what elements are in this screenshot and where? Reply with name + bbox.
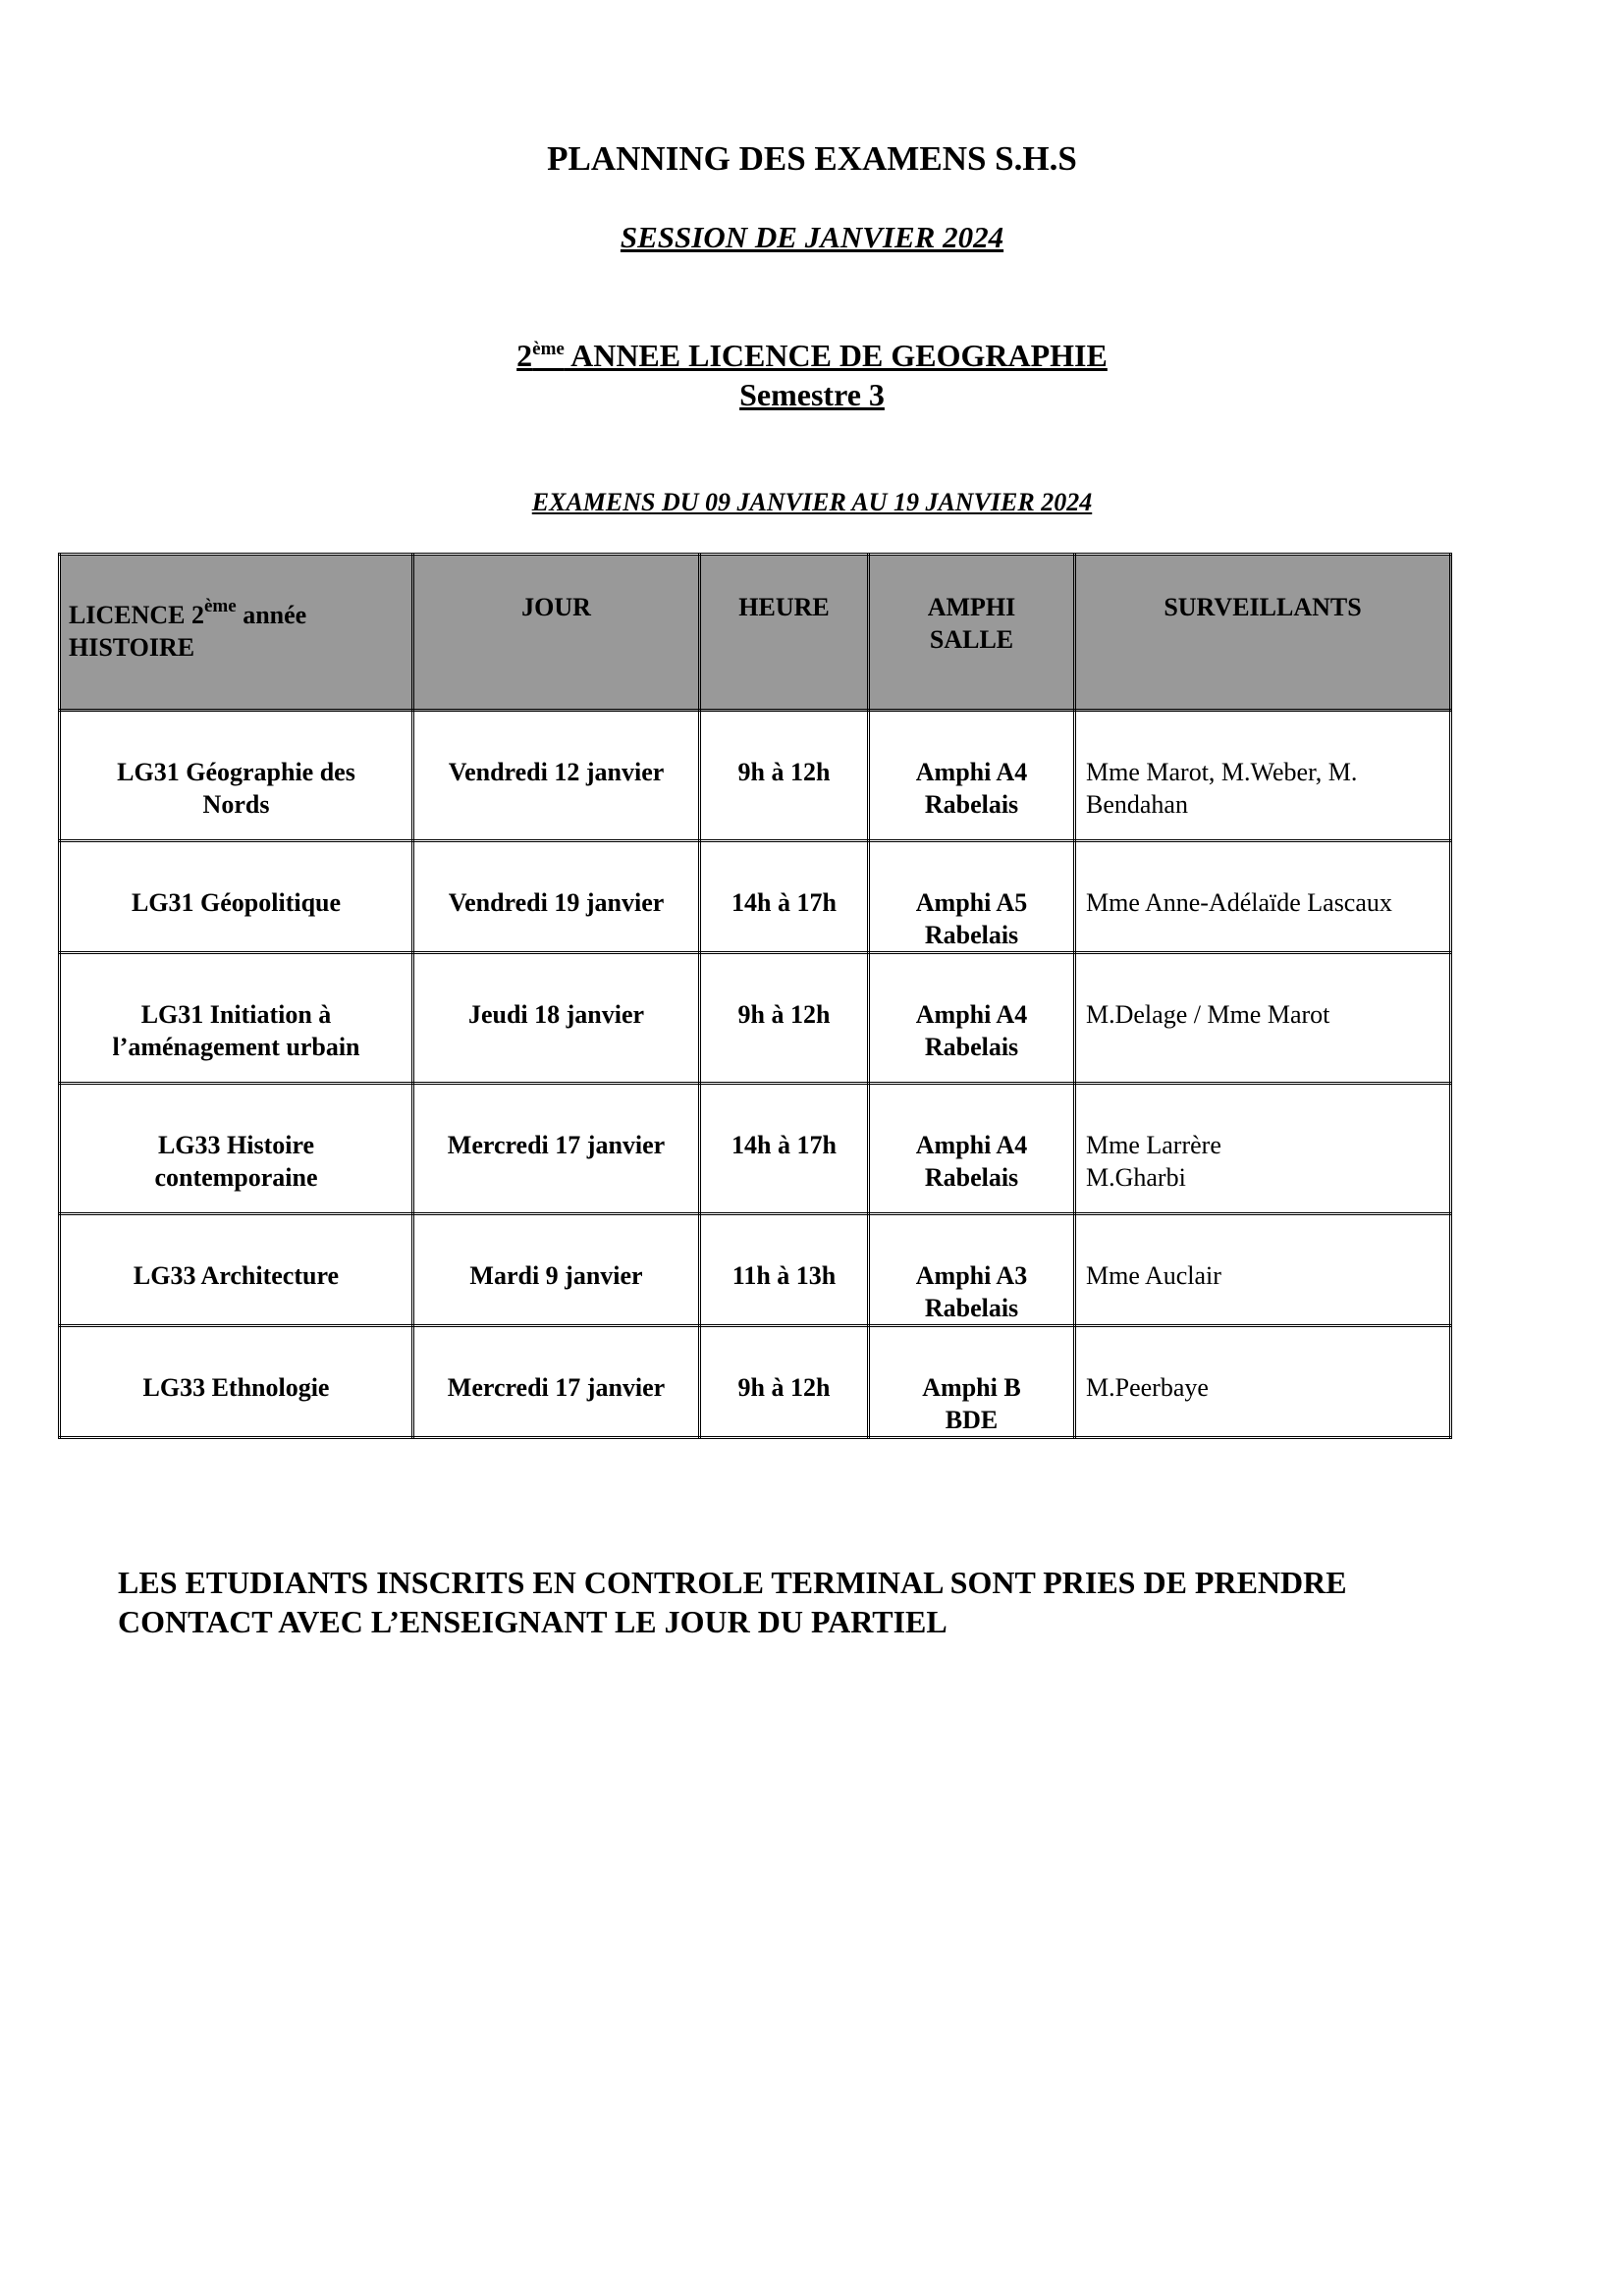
- room-cell: [869, 1084, 1075, 1214]
- session-subtitle: SESSION DE JANVIER 2024: [620, 220, 1004, 254]
- room-line: Rabelais: [924, 790, 1019, 819]
- room-line: BDE: [945, 1406, 999, 1434]
- room-line: Rabelais: [924, 1163, 1019, 1192]
- program-year-number: 2: [516, 338, 533, 373]
- room-cell: [869, 1326, 1075, 1438]
- room-line: Amphi A4: [915, 1000, 1028, 1029]
- program-name: ANNEE LICENCE DE GEOGRAPHIE: [564, 338, 1108, 373]
- notice-line: LES ETUDIANTS INSCRITS EN CONTROLE TERMINAL SONT PRIES DE PRENDRE: [118, 1565, 1347, 1600]
- header-program-line2: HISTOIRE: [69, 633, 195, 662]
- proctors-line: M.Peerbaye: [1086, 1373, 1209, 1402]
- day-cell: Jeudi 18 janvier: [413, 953, 700, 1084]
- table-row: [60, 1084, 1451, 1214]
- proctors-cell: [1075, 841, 1451, 953]
- table-row: [60, 953, 1451, 1084]
- course-line: LG33 Ethnologie: [142, 1373, 330, 1402]
- course-line: contemporaine: [154, 1163, 318, 1192]
- room-cell: [869, 1214, 1075, 1326]
- course-cell: [60, 1214, 413, 1326]
- notice-line: CONTACT AVEC L’ENSEIGNANT LE JOUR DU PARTIEL: [118, 1604, 947, 1639]
- header-program-prefix: LICENCE 2: [69, 601, 204, 629]
- course-cell: [60, 953, 413, 1084]
- page-title: PLANNING DES EXAMENS S.H.S: [547, 139, 1077, 178]
- room-line: Amphi A4: [915, 758, 1028, 786]
- proctors-line: M.Delage / Mme Marot: [1086, 1000, 1330, 1029]
- room-line: Rabelais: [924, 1294, 1019, 1322]
- room-line: Rabelais: [924, 921, 1019, 949]
- course-line: LG33 Architecture: [133, 1261, 340, 1290]
- exam-schedule-table: [58, 553, 1452, 1439]
- program-year-suffix: ème: [532, 339, 565, 359]
- header-salle: SALLE: [929, 625, 1014, 654]
- proctors-line: Mme Marot, M.Weber, M.: [1086, 758, 1358, 786]
- course-line: Nords: [202, 790, 270, 819]
- header-amphi: AMPHI: [927, 593, 1016, 621]
- room-line: Amphi A3: [915, 1261, 1028, 1290]
- room-cell: [869, 953, 1075, 1084]
- table-row: [60, 1214, 1451, 1326]
- table-row: [60, 711, 1451, 841]
- table-header-row: [60, 555, 1451, 711]
- header-program-cell: [60, 555, 413, 711]
- day-cell: Vendredi 19 janvier: [413, 841, 700, 953]
- proctors-line: M.Gharbi: [1086, 1163, 1186, 1192]
- header-program-after: année: [236, 601, 307, 629]
- course-line: l’aménagement urbain: [112, 1033, 360, 1061]
- day-cell: Vendredi 12 janvier: [413, 711, 700, 841]
- course-line: LG31 Géographie des: [117, 758, 355, 786]
- proctors-cell: [1075, 953, 1451, 1084]
- program-heading: [0, 336, 1624, 414]
- semester-label: Semestre 3: [739, 377, 885, 412]
- table-row: [60, 1326, 1451, 1438]
- time-cell: 11h à 13h: [700, 1214, 869, 1326]
- course-cell: [60, 1084, 413, 1214]
- course-cell: [60, 711, 413, 841]
- time-cell: 9h à 12h: [700, 953, 869, 1084]
- room-line: Amphi B: [922, 1373, 1021, 1402]
- day-cell: Mercredi 17 janvier: [413, 1326, 700, 1438]
- day-cell: Mardi 9 janvier: [413, 1214, 700, 1326]
- time-cell: 14h à 17h: [700, 841, 869, 953]
- table-row: [60, 841, 1451, 953]
- proctors-cell: [1075, 1326, 1451, 1438]
- course-line: LG31 Géopolitique: [131, 888, 342, 917]
- day-cell: Mercredi 17 janvier: [413, 1084, 700, 1214]
- room-line: Amphi A4: [915, 1131, 1028, 1159]
- header-jour: JOUR: [413, 555, 700, 711]
- proctors-line: Mme Anne-Adélaïde Lascaux: [1086, 888, 1392, 917]
- course-cell: [60, 1326, 413, 1438]
- header-amphi-salle: [869, 555, 1075, 711]
- header-heure: HEURE: [700, 555, 869, 711]
- time-cell: 9h à 12h: [700, 1326, 869, 1438]
- proctors-line: Bendahan: [1086, 790, 1188, 819]
- header-surveillants: SURVEILLANTS: [1075, 555, 1451, 711]
- notice-paragraph: [118, 1563, 1473, 1641]
- course-cell: [60, 841, 413, 953]
- proctors-line: Mme Larrère: [1086, 1131, 1221, 1159]
- time-cell: 9h à 12h: [700, 711, 869, 841]
- proctors-cell: [1075, 1084, 1451, 1214]
- course-line: LG31 Initiation à: [140, 1000, 332, 1029]
- proctors-cell: [1075, 711, 1451, 841]
- proctors-line: Mme Auclair: [1086, 1261, 1221, 1290]
- time-cell: 14h à 17h: [700, 1084, 869, 1214]
- room-line: Amphi A5: [915, 888, 1028, 917]
- room-cell: [869, 711, 1075, 841]
- room-cell: [869, 841, 1075, 953]
- course-line: LG33 Histoire: [157, 1131, 315, 1159]
- exam-dates: EXAMENS DU 09 JANVIER AU 19 JANVIER 2024: [531, 488, 1093, 516]
- room-line: Rabelais: [924, 1033, 1019, 1061]
- header-program-suffix: ème: [203, 596, 237, 616]
- proctors-cell: [1075, 1214, 1451, 1326]
